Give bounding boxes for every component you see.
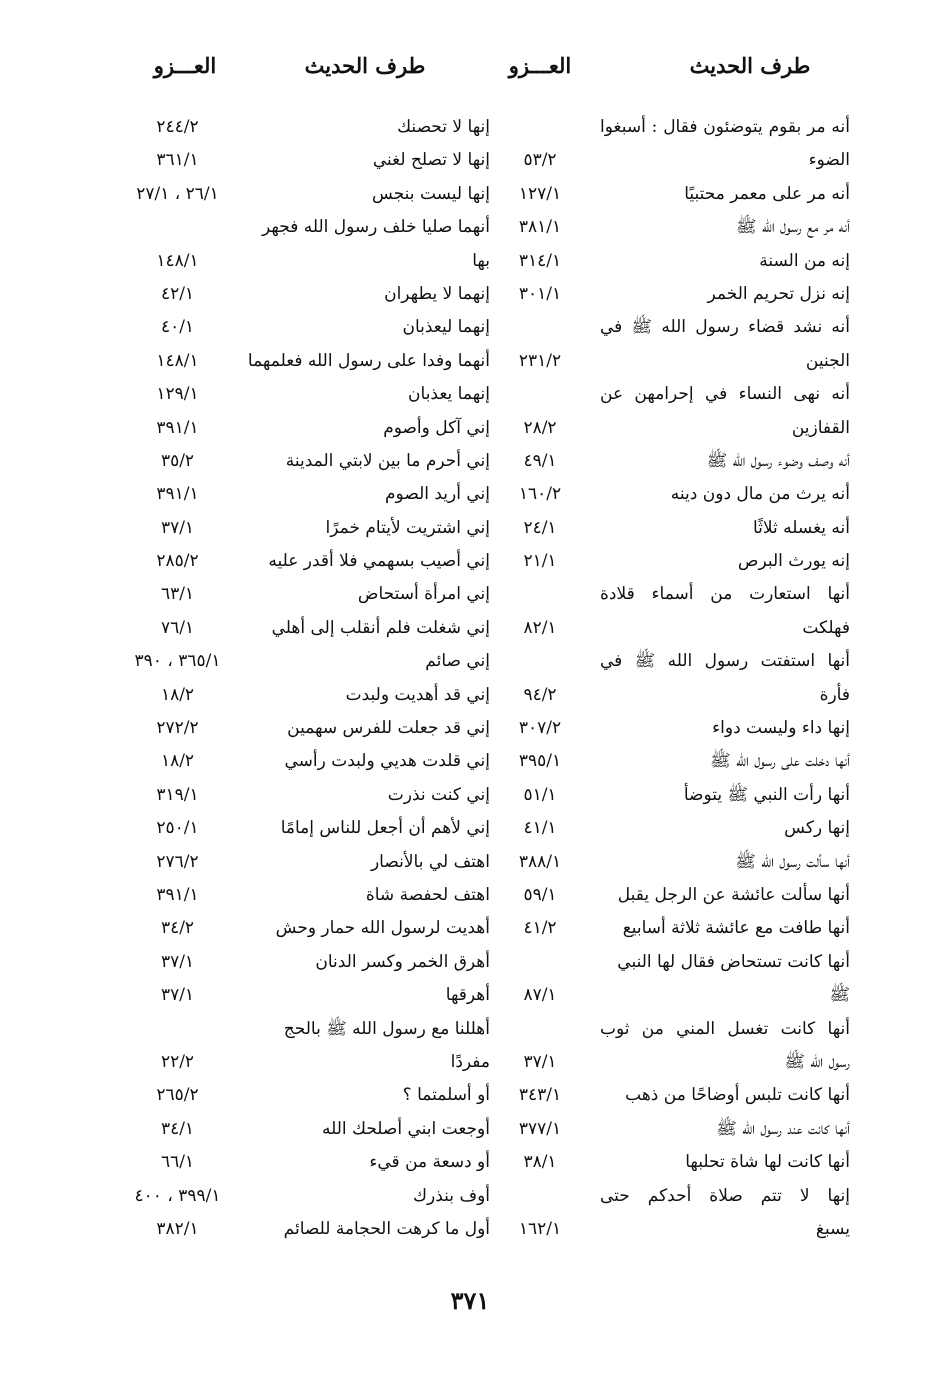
hadith-phrase: أنها كانت لها شاة تحلبها: [685, 1152, 850, 1173]
index-entry: [110, 712, 490, 745]
index-entry: [500, 679, 850, 712]
hadith-phrase: أنها كانت تغسل المني من ثوب: [600, 1018, 850, 1039]
hadith-phrase: إنهما يعذبان: [408, 384, 490, 405]
hadith-phrase: إنها لا تحصنك: [397, 117, 490, 137]
reference: ٣٩٥/١: [518, 751, 562, 772]
index-entry: [110, 412, 490, 445]
index-entry: [110, 211, 490, 244]
reference: ٨٧/١: [523, 985, 557, 1006]
hadith-phrase: أوجعت ابني أصلحك الله: [321, 1118, 490, 1139]
reference: ١٤٨/١: [156, 250, 199, 271]
hadith-phrase: أو أسلمتما ؟: [402, 1085, 490, 1106]
hadith-phrase: إنه يورث البرص: [737, 551, 850, 572]
reference: [500, 1013, 580, 1046]
reference: ٣٧/١: [160, 951, 195, 972]
reference: ٣٦١/١: [156, 150, 199, 171]
index-entry: [500, 211, 850, 244]
hadith-phrase: إنه نزل تحريم الخمر: [707, 283, 850, 304]
index-entry: [110, 545, 490, 578]
hadith-phrase: اهتف لحفصة شاة: [365, 884, 490, 905]
index-entry: [110, 278, 490, 311]
hadith-phrase: رسول الله ﷺ: [784, 1051, 850, 1072]
right-hadith-header: طرف الحديث: [689, 53, 811, 78]
index-entry: [110, 245, 490, 278]
hadith-phrase: أنهما وفدا على رسول الله فعلمهما: [247, 350, 490, 371]
reference: ٦٣/١: [160, 584, 195, 605]
hadith-phrase: إني قلدت هديي ولبدت رأسي: [284, 751, 490, 772]
index-entry: [500, 712, 850, 745]
index-entry: [500, 745, 850, 778]
reference: [110, 211, 245, 244]
index-entry: [500, 111, 850, 144]
hadith-phrase: مفردًا: [450, 1051, 490, 1072]
reference: [500, 645, 580, 678]
index-entry: [500, 512, 850, 545]
reference: ٧٦/١: [160, 617, 195, 638]
hadith-phrase: أنه مر بقوم يتوضئون فقال : أسبغوا: [600, 117, 850, 137]
index-entry: [500, 946, 850, 979]
hadith-phrase: إني لأهم أن أجعل للناس إمامًا: [280, 818, 490, 839]
reference: ٢١/١: [523, 551, 557, 572]
index-entry: [500, 645, 850, 678]
index-entry: [500, 1213, 850, 1246]
index-entry: [110, 779, 490, 812]
index-entry: [500, 478, 850, 511]
reference: ٢٤٤/٢: [156, 117, 199, 137]
reference: ١٦٠/٢: [518, 484, 562, 505]
index-entry: [500, 912, 850, 945]
index-entry: [110, 946, 490, 979]
index-entry: [110, 578, 490, 611]
index-entry: [110, 812, 490, 845]
index-entry: [500, 1113, 850, 1146]
hadith-phrase: الجنين: [805, 350, 850, 371]
hadith-phrase: أنها استفتت رسول الله ﷺ في: [600, 651, 850, 672]
hadith-phrase: أنه مر مع رسول الله ﷺ: [736, 217, 850, 238]
index-entry: [110, 846, 490, 879]
left-index-column: [110, 111, 490, 1246]
reference: ٥٣/٢: [523, 150, 557, 171]
right-reference-header: العـــزو: [508, 53, 572, 78]
reference: [500, 578, 580, 611]
reference: ٣٩١/١: [156, 417, 199, 438]
index-entry: [110, 1146, 490, 1179]
reference: ٣١٤/١: [518, 250, 562, 271]
index-entry: [500, 144, 850, 177]
index-entry: [110, 879, 490, 912]
index-entry: [110, 745, 490, 778]
hadith-phrase: أنه يغسله ثلاثًا: [752, 517, 850, 538]
reference: ٣٤/١: [160, 1118, 195, 1139]
reference: ٣٦٥/١ ، ٣٩٠: [134, 651, 221, 672]
hadith-phrase: أهللنا مع رسول الله ﷺ بالحج: [283, 1018, 490, 1039]
reference: ٣٧/١: [160, 985, 195, 1006]
index-entry: [110, 1113, 490, 1146]
hadith-phrase: إنها ركس: [784, 818, 850, 839]
hadith-phrase: أنه نهى النساء في إحرامهن عن: [600, 384, 850, 405]
hadith-phrase: إني كنت نذرت: [387, 784, 490, 805]
hadith-phrase: إني أصيب بسهمي فلا أقدر عليه: [268, 551, 490, 572]
reference: ٨٢/١: [523, 617, 557, 638]
reference: ٥١/١: [523, 784, 557, 805]
hadith-phrase: أنه وصف وضوء رسول الله ﷺ: [706, 450, 850, 471]
reference: ٤١/٢: [523, 918, 557, 939]
index-entry: [500, 311, 850, 344]
reference: ٣٨٨/١: [518, 851, 562, 872]
hadith-phrase: إنها لا تصلح لغني: [372, 150, 490, 171]
index-entry: [500, 1013, 850, 1046]
reference: [500, 1180, 580, 1213]
reference: [110, 1013, 245, 1046]
hadith-phrase: ﷺ: [829, 985, 850, 1006]
reference: ٢٦/١ ، ٢٧/١: [136, 183, 219, 204]
index-entry: [110, 645, 490, 678]
reference: ١٢٧/١: [518, 183, 562, 204]
reference: ٣٨١/١: [518, 217, 562, 238]
index-entry: [110, 612, 490, 645]
reference: [500, 946, 580, 979]
index-entry: [110, 512, 490, 545]
hadith-phrase: إني آكل وأصوم: [383, 417, 490, 438]
reference: ٢٧٢/٢: [156, 718, 199, 739]
hadith-phrase: القفازين: [791, 417, 850, 438]
reference: ٣٩١/١: [156, 484, 199, 505]
hadith-phrase: فأرة: [819, 684, 850, 705]
reference: ٦٦/١: [160, 1152, 195, 1173]
reference: ٣٩٩/١ ، ٤٠٠: [134, 1185, 221, 1206]
index-entry: [110, 679, 490, 712]
index-entry: [500, 1079, 850, 1112]
hadith-phrase: إنها لا تتم صلاة أحدكم حتى: [600, 1185, 850, 1206]
reference: ٣٠٧/٢: [518, 718, 562, 739]
index-entry: [110, 311, 490, 344]
reference: ٣٤٣/١: [518, 1085, 562, 1106]
hadith-phrase: إنهما لا يطهران: [384, 283, 490, 304]
reference: ٩٤/٢: [523, 684, 557, 705]
reference: ٢٣١/٢: [518, 350, 562, 371]
hadith-phrase: أول ما كرهت الحجامة للصائم: [283, 1218, 490, 1239]
reference: ٣١٩/١: [156, 784, 199, 805]
reference: ٣٤/٢: [160, 918, 195, 939]
reference: ٣٨٢/١: [156, 1218, 199, 1239]
hadith-phrase: أهرقها: [445, 985, 490, 1006]
hadith-phrase: أنه يرث من مال دون دينه: [670, 484, 850, 505]
reference: ٢٨/٢: [523, 417, 557, 438]
hadith-phrase: إنها ليست بنجس: [372, 183, 490, 204]
reference: ٢٧٦/٢: [156, 851, 199, 872]
index-entry: [500, 1180, 850, 1213]
index-entry: [110, 1213, 490, 1246]
hadith-phrase: إني قد أهديت ولبدت: [345, 684, 490, 705]
left-hadith-header: طرف الحديث: [304, 53, 426, 78]
hadith-phrase: فهلكت: [802, 617, 850, 638]
index-entry: [500, 178, 850, 211]
index-entry: [110, 345, 490, 378]
reference: ٢٥٠/١: [156, 818, 199, 839]
reference: ١٢٩/١: [156, 384, 199, 405]
reference: ٢٨٥/٢: [156, 551, 199, 572]
hadith-phrase: إنها داء وليست دواء: [712, 718, 850, 739]
index-entry: [500, 412, 850, 445]
index-entry: [110, 1180, 490, 1213]
index-entry: [500, 245, 850, 278]
index-entry: [500, 578, 850, 611]
index-entry: [110, 912, 490, 945]
index-entry: [500, 545, 850, 578]
reference: ١٦٢/١: [518, 1218, 562, 1239]
index-entry: [500, 1146, 850, 1179]
hadith-phrase: أنه نشد قضاء رسول الله ﷺ في: [600, 317, 850, 338]
reference: ١٨/٢: [160, 751, 195, 772]
hadith-phrase: إنه من السنة: [759, 250, 850, 271]
reference: ٣٠١/١: [518, 283, 562, 304]
hadith-phrase: إني شغلت فلم أنقلب إلى أهلي: [271, 617, 490, 638]
index-entry: [500, 846, 850, 879]
hadith-phrase: اهتف لي بالأنصار: [370, 851, 490, 872]
index-entry: [500, 1046, 850, 1079]
index-entry: [500, 779, 850, 812]
hadith-phrase: إني امرأة أستحاض: [357, 584, 490, 605]
index-entry: [500, 979, 850, 1012]
hadith-phrase: أو دسعة من قيء: [369, 1152, 490, 1173]
reference: ١٤٨/١: [156, 350, 199, 371]
reference: ٣٨/١: [523, 1152, 557, 1173]
hadith-phrase: إني أريد الصوم: [385, 484, 490, 505]
hadith-phrase: أنها سألت رسول الله ﷺ: [735, 851, 850, 872]
hadith-phrase: إني صائم: [425, 651, 490, 672]
hadith-phrase: أنها كانت تستحاض فقال لها النبي: [617, 951, 850, 972]
hadith-phrase: الضوء: [808, 150, 850, 171]
hadith-phrase: أنها رأت النبي ﷺ يتوضأ: [683, 784, 850, 805]
reference: [500, 378, 580, 411]
reference: [500, 111, 580, 144]
hadith-phrase: أنها دخلت على رسول الله ﷺ: [710, 751, 850, 772]
reference: ٢٦٥/٢: [156, 1085, 199, 1106]
reference: ٤١/١: [523, 818, 557, 839]
reference: ٣٥/٢: [160, 450, 195, 471]
index-entry: [110, 1046, 490, 1079]
index-entry: [500, 879, 850, 912]
index-entry: [110, 445, 490, 478]
index-entry: [500, 378, 850, 411]
reference: ٣٧/١: [160, 517, 195, 538]
index-entry: [500, 445, 850, 478]
hadith-phrase: أنه مر على معمر محتبيًا: [684, 183, 850, 204]
hadith-phrase: أنها استعارت من أسماء قلادة: [600, 584, 850, 605]
index-entry: [500, 612, 850, 645]
hadith-phrase: أهرق الخمر وكسر الدنان: [315, 951, 490, 972]
hadith-phrase: إنهما ليعذبان: [402, 317, 490, 338]
index-entry: [110, 378, 490, 411]
hadith-phrase: أهديت لرسول الله حمار وحش: [275, 918, 490, 939]
reference: ٢٢/٢: [160, 1051, 195, 1072]
reference: ١٨/٢: [160, 684, 195, 705]
reference: ٣٩١/١: [156, 884, 199, 905]
reference: ٣٧/١: [523, 1051, 557, 1072]
index-entry: [110, 178, 490, 211]
index-entry: [110, 111, 490, 144]
index-entry: [500, 345, 850, 378]
hadith-phrase: إني اشتريت لأيتام خمرًا: [325, 517, 490, 538]
index-entry: [110, 1013, 490, 1046]
hadith-phrase: يسبغ: [815, 1218, 850, 1239]
index-entry: [110, 1079, 490, 1112]
left-reference-header: العـــزو: [153, 53, 217, 78]
reference: ٣٧٧/١: [518, 1118, 562, 1139]
reference: [500, 311, 580, 344]
reference: ٢٤/١: [523, 517, 557, 538]
page-number: ٣٧١: [450, 1286, 490, 1315]
index-entry: [110, 478, 490, 511]
hadith-phrase: إني أحرم ما بين لابتي المدينة: [285, 450, 490, 471]
index-entry: [110, 144, 490, 177]
hadith-phrase: أنها سألت عائشة عن الرجل يقبل: [617, 884, 850, 905]
reference: ٤٩/١: [523, 450, 557, 471]
reference: ٤٢/١: [160, 283, 195, 304]
right-index-column: [500, 111, 850, 1246]
index-entry: [500, 812, 850, 845]
hadith-phrase: أنها كانت عند رسول الله ﷺ: [716, 1118, 850, 1139]
reference: ٤٠/١: [160, 317, 195, 338]
hadith-phrase: أنها طافت مع عائشة ثلاثة أسابيع: [622, 918, 850, 939]
hadith-phrase: أنهما صليا خلف رسول الله فجهر: [262, 217, 490, 238]
index-entry: [110, 979, 490, 1012]
reference: ٥٩/١: [523, 884, 557, 905]
hadith-phrase: أنها كانت تلبس أوضاحًا من ذهب: [625, 1085, 850, 1106]
index-entry: [500, 278, 850, 311]
hadith-phrase: بها: [472, 250, 490, 271]
hadith-phrase: أوف بنذرك: [413, 1185, 490, 1206]
hadith-phrase: إني قد جعلت للفرس سهمين: [287, 718, 490, 739]
